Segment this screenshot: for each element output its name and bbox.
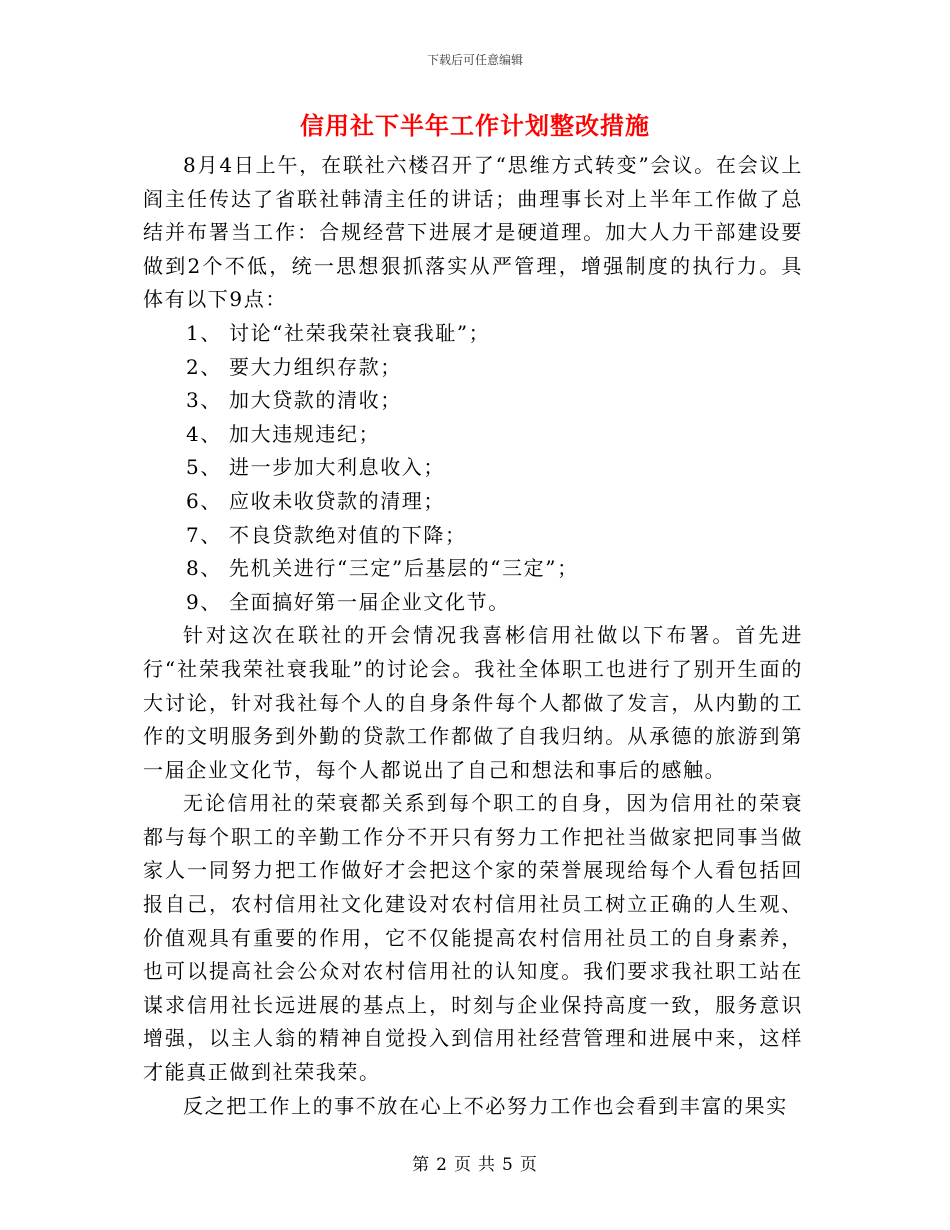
header-note: 下载后可任意编辑: [426, 53, 523, 67]
footer-page-total: 5: [502, 1155, 514, 1175]
list-item: [143, 384, 803, 418]
list-item-number: 6、: [186, 488, 222, 513]
list-item: [143, 418, 803, 452]
list-item: [143, 451, 803, 485]
list-item-text: 加大贷款的清收；: [229, 388, 402, 413]
culture-paragraph: 无论信用社的荣衰都关系到每个职工的自身，因为信用社的荣衰都与每个职工的辛勤工作分不开只有努力工作把社当做家把同事当做家人一同努力把工作做好才会把这个家的荣誉展现给每个人看包括回报自己，农村信用社文化建设对农村信用社员工树立正确的人生观、价值观具有重要的作用，它不仅能提高农村信用社员工的自身素养，也可以提高社会公众对农村信用社的认知度。我们要求我社职工站在谋求信用社长远进展的基点上，时刻与企业保持高度一致，服务意识增强，以主人翁的精神自觉投入到信用社经营管理和进展中来，这样才能真正做到社荣我荣。: [143, 791, 803, 1085]
page-footer: [0, 1153, 950, 1177]
footer-total-prefix: 共: [478, 1155, 496, 1175]
list-item-number: 1、: [186, 320, 222, 345]
list-item-number: 4、: [186, 421, 222, 446]
list-item: [143, 552, 803, 586]
list-item-number: 5、: [186, 455, 222, 480]
measures-list: [143, 317, 803, 619]
list-item-number: 9、: [186, 589, 222, 614]
list-item-text: 先机关进行“三定”后基层的“三定”；: [229, 556, 579, 581]
list-item: [143, 519, 803, 553]
footer-page-unit: 页: [454, 1155, 472, 1175]
list-item-number: 7、: [186, 522, 222, 547]
list-item-text: 全面搞好第一届企业文化节。: [229, 589, 510, 614]
footer-total-unit: 页: [519, 1155, 538, 1175]
footer-page-prefix: 第: [412, 1155, 431, 1175]
document-body: [143, 149, 803, 1123]
list-item-text: 讨论“社荣我荣社衰我耻”；: [229, 320, 491, 345]
deployment-paragraph: 针对这次在联社的开会情况我喜彬信用社做以下布署。首先进行“社荣我荣社衰我耻”的讨论会。我社全体职工也进行了别开生面的大讨论，针对我社每个人的自身条件每个人都做了发言，从内勤的工作的文明服务到外勤的贷款工作都做了自我归纳。从承德的旅游到第一届企业文化节，每个人都说出了自己和想法和事后的感触。: [143, 623, 803, 782]
intro-paragraph: 8月4日上午，在联社六楼召开了“思维方式转变”会议。在会议上阎主任传达了省联社韩清主任的讲话；曲理事长对上半年工作做了总结并布署当工作：合规经营下进展才是硬道理。加大人力干部建设要做到2个不低，统一思想狠抓落实从严管理，增强制度的执行力。具体有以下9点：: [143, 153, 803, 312]
footer-page-current: 2: [436, 1155, 448, 1175]
list-item: [143, 317, 803, 351]
list-item-text: 不良贷款绝对值的下降；: [229, 522, 467, 547]
list-item-number: 3、: [186, 388, 222, 413]
list-item-text: 进一步加大利息收入；: [229, 455, 445, 480]
list-item-text: 加大违规违纪；: [229, 421, 381, 446]
list-item-text: 要大力组织存款；: [229, 354, 402, 379]
list-item: [143, 485, 803, 519]
list-item-number: 2、: [186, 354, 222, 379]
list-item-number: 8、: [186, 556, 222, 581]
list-item: [143, 586, 803, 620]
list-item-text: 应收未收贷款的清理；: [229, 488, 445, 513]
list-item: [143, 351, 803, 385]
closing-paragraph: 反之把工作上的事不放在心上不必努力工作也会看到丰富的果实: [183, 1093, 788, 1118]
document-title: 信用社下半年工作计划整改措施: [300, 111, 650, 140]
